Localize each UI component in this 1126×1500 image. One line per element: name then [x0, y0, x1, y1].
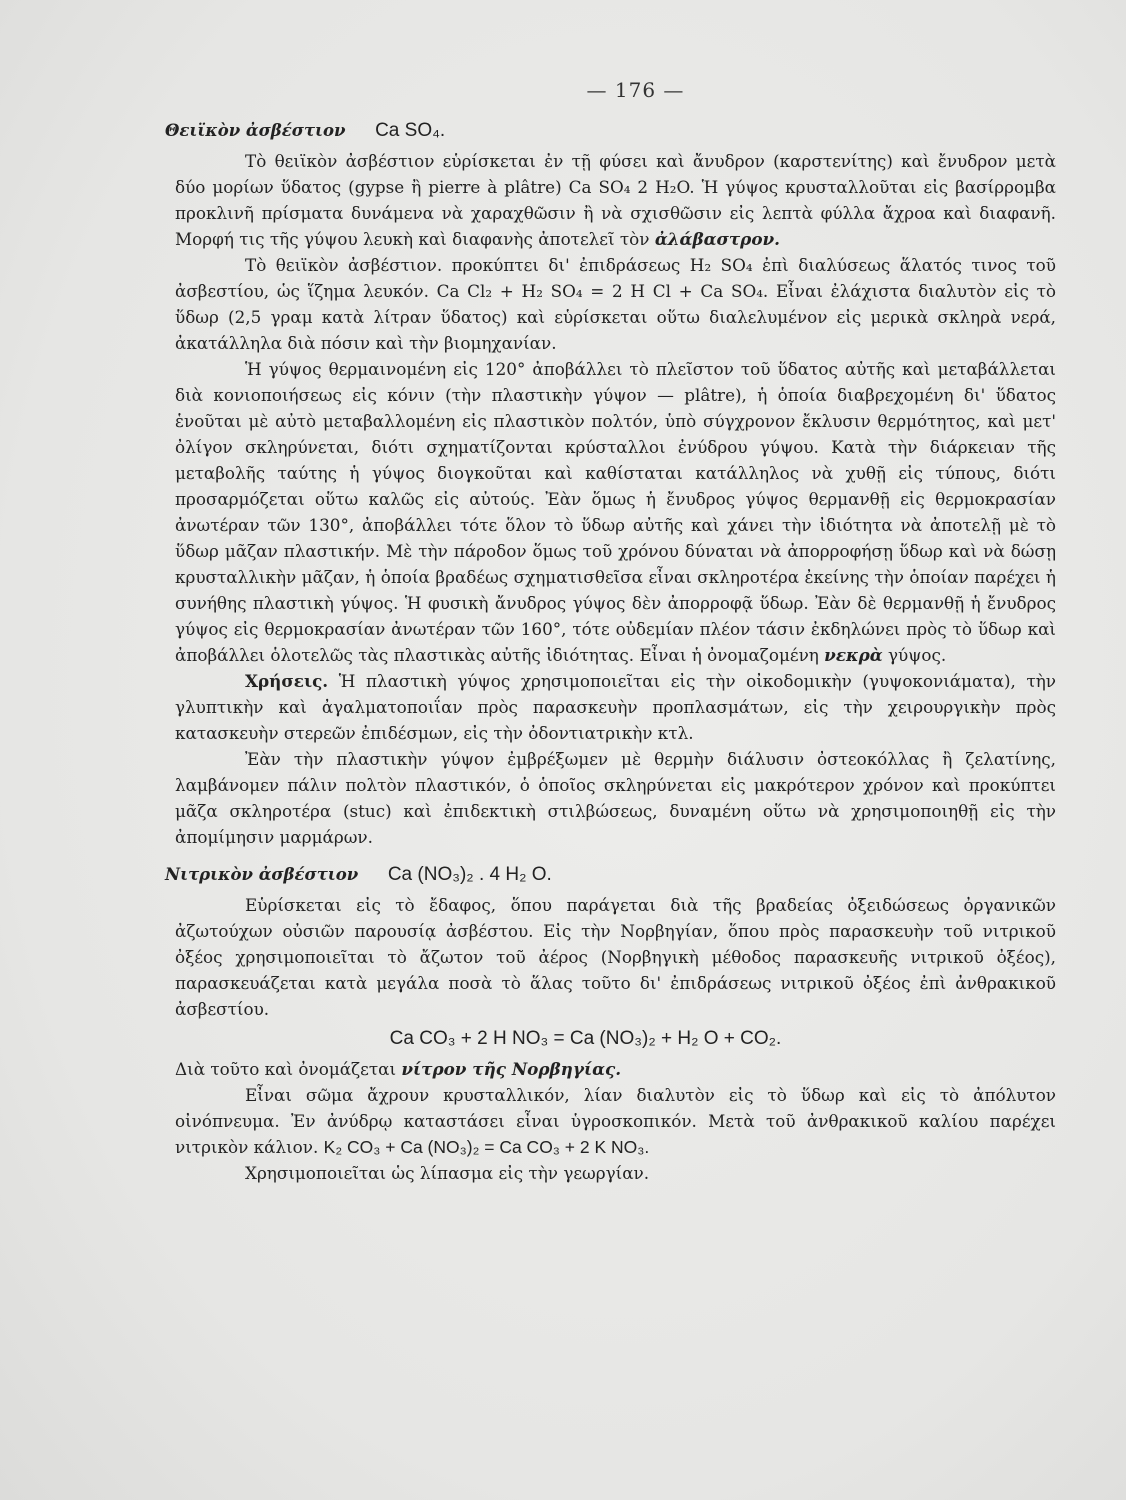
gypsum-uses-text: Ἡ πλαστικὴ γύψος χρησιμοποιεῖται εἰς τὴν οἰκοδομικὴν (γυψοκονιάματα), τὴν γλυπτικὴν καὶ ἀγαλματοποιΐαν πρὸς παρασκευὴν προπλασμάτων, εἰς τὴν χειρουργικὴν πρὸς κατασκευὴν στερεῶν ἐπιδέσμων, εἰς τὴν ὀδοντιατρικὴν κτλ. — [175, 671, 1056, 743]
nitrate-title: Νιτρικὸν ἀσβέστιον — [165, 865, 359, 884]
gypsum-p1-text: Τὸ θειϊκὸν ἀσβέστιον εὑρίσκεται ἐν τῇ φύσει καὶ ἄνυδρον (καρστενίτης) καὶ ἔνυδρον μετὰ δύο μορίων ὕδατος (gypse ἢ pierre à plâtre) Ca SO₄ 2 H₂O. Ἡ γύψος κρυσταλλοῦται εἰς βασίρρομβα προκλινῆ πρίσματα δυνάμενα νὰ χαραχθῶσιν ἢ νὰ σχισθῶσιν εἰς λεπτὰ φύλλα ἄχροα καὶ διαφανῆ. Μορφή τις τῆς γύψου λευκὴ καὶ διαφανὴς ἀποτελεῖ τὸν — [175, 151, 1056, 249]
dead-plaster-term: νεκρὰ — [824, 645, 883, 665]
gypsum-p3-end: γύψος. — [888, 645, 947, 665]
nitrate-paragraph-1: Εὑρίσκεται εἰς τὸ ἔδαφος, ὅπου παράγεται διὰ τῆς βραδείας ὀξειδώσεως ὀργανικῶν ἀζωτούχων οὐσιῶν παρουσίᾳ ἀσβέστου. Εἰς τὴν Νορβηγίαν, ὅπου πρὸς παρασκευὴν τοῦ νιτρικοῦ ὀξέος χρησιμοποιεῖται τὸ ἄζωτον τοῦ ἀέρος (Νορβηγικὴ μέθοδος παρασκευῆς νιτρικοῦ ὀξέος), παρασκευάζεται κατὰ μεγάλα ποσὰ τὸ ἅλας τοῦτο δι' ἐπιδράσεως νιτρικοῦ ὀξέος ἐπὶ ἀνθρακικοῦ ἀσβεστίου. — [175, 895, 1056, 1019]
nitrate-p2-text: Διὰ τοῦτο καὶ ὀνομάζεται — [175, 1059, 397, 1079]
nitrate-equation: Ca CO₃ + 2 H NO₃ = Ca (NO₃)₂ + H₂ O + CO₂. — [389, 1028, 782, 1049]
page-number: — 176 — — [586, 78, 685, 102]
gypsum-paragraph-2: Τὸ θειϊκὸν ἀσβέστιον. προκύπτει δι' ἐπιδράσεως H₂ SO₄ ἐπὶ διαλύσεως ἅλατός τινος τοῦ ἀσβεστίου, ὡς ἵζημα λευκόν. Ca Cl₂ + H₂ SO₄ = 2 H Cl + Ca SO₄. Εἶναι ἐλάχιστα διαλυτὸν εἰς τὸ ὕδωρ (2,5 γραμ κατὰ λίτραν ὕδατος) καὶ εὑρίσκεται οὕτω διαλελυμένον εἰς μερικὰ σκληρὰ νερά, ἀκατάλληλα διὰ πόσιν καὶ τὴν βιομηχανίαν. — [175, 255, 1056, 353]
nitrate-heading — [165, 860, 1056, 890]
gypsum-p3-text: Ἡ γύψος θερμαινομένη εἰς 120° ἀποβάλλει τὸ πλεῖστον τοῦ ὕδατος αὐτῆς καὶ μεταβάλλεται διὰ κονιοποιήσεως εἰς κόνιν (τὴν πλαστικὴν γύψον — plâtre), ἡ ὁποία διαβρεχομένη δι' ὕδατος ἑνοῦται μὲ αὐτὸ μεταβαλλομένη εἰς πλαστικὸν πολτόν, ὑπὸ σύγχρονον ἔκλυσιν θερμότητος, καὶ μετ' ὀλίγον σκληρύνεται, διότι σχηματίζονται κρύσταλλοι ἐνύδρου γύψου. Κατὰ τὴν διάρκειαν τῆς μεταβολῆς ταύτης ἡ γύψος διογκοῦται καὶ καθίσταται κατάλληλος νὰ χυθῇ εἰς τύπους, διότι προσαρμόζεται οὕτω καλῶς εἰς αὐτούς. Ἐὰν ὅμως ἡ ἔνυδρος γύψος θερμανθῇ εἰς θερμοκρασίαν ἀνωτέραν τῶν 130°, ἀποβάλλει τότε ὅλον τὸ ὕδωρ αὐτῆς καὶ χάνει τὴν ἰδιότητα νὰ ἀποτελῇ μὲ τὸ ὕδωρ μᾶζαν πλαστικήν. Μὲ τὴν πάροδον ὅμως τοῦ χρόνου δύναται νὰ ἀπορροφήσῃ ὕδωρ καὶ νὰ δώσῃ κρυσταλλικὴν μᾶζαν, ἡ ὁποία βραδέως σχηματισθεῖσα εἶναι σκληροτέρα ἐκείνης τὴν ὁποίαν παρέχει ἡ συνήθης πλαστικὴ γύψος. Ἡ φυσικὴ ἄνυδρος γύψος δὲν ἀπορροφᾷ ὕδωρ. Ἐὰν δὲ θερμανθῇ ἡ ἔνυδρος γύψος εἰς θερμοκρασίαν ἀνωτέραν τῶν 160°, τότε οὐδεμίαν πλέον τάσιν ἐκδηλώνει πρὸς τὸ ὕδωρ καὶ ἀποβάλλει ὁλοτελῶς τὰς πλαστικὰς αὐτῆς ἰδιότητας. Εἶναι ἡ ὀνομαζομένη — [175, 359, 1056, 665]
gypsum-paragraph-3 — [175, 356, 1056, 668]
alabaster-term: ἀλάβαστρον. — [654, 229, 780, 249]
potassium-reaction: K₂ CO₃ + Ca (NO₃)₂ = Ca CO₃ + 2 K NO₃. — [323, 1137, 650, 1157]
gypsum-paragraph-1 — [175, 148, 1056, 252]
gypsum-heading — [165, 116, 1056, 146]
gypsum-uses-paragraph — [175, 668, 1056, 746]
gypsum-paragraph-5: Ἐὰν τὴν πλαστικὴν γύψον ἐμβρέξωμεν μὲ θερμὴν διάλυσιν ὀστεοκόλλας ἢ ζελατίνης, λαμβάνομεν πάλιν πολτὸν πλαστικόν, ὁ ὁποῖος σκληρύνεται εἰς μακρότερον χρόνον καὶ προκύπτει μᾶζα σκληροτέρα (stuc) καὶ ἐπιδεκτικὴ στιλβώσεως, δυναμένη οὕτω νὰ χρησιμοποιηθῇ εἰς τὴν ἀπομίμησιν μαρμάρων. — [175, 749, 1056, 847]
nitrate-formula: Ca (NO₃)₂ . 4 H₂ O. — [387, 864, 552, 885]
gypsum-title: Θειϊκὸν ἀσβέστιον — [165, 121, 346, 140]
nitrate-paragraph-4: Χρησιμοποιεῖται ὡς λίπασμα εἰς τὴν γεωργίαν. — [245, 1163, 650, 1183]
nitrate-paragraph-3 — [175, 1082, 1056, 1160]
nitrate-p3-text: Εἶναι σῶμα ἄχρουν κρυσταλλικόν, λίαν διαλυτὸν εἰς τὸ ὕδωρ καὶ εἰς τὸ ἀπόλυτον οἰνόπνευμα. Ἐν ἀνύδρῳ καταστάσει εἶναι ὑγροσκοπικόν. Μετὰ τοῦ ἀνθρακικοῦ καλίου παρέχει νιτρικὸν κάλιον. — [175, 1085, 1056, 1157]
nitrate-paragraph-2 — [175, 1056, 1056, 1082]
gypsum-formula: Ca SO₄. — [375, 120, 446, 141]
uses-label: Χρήσεις. — [245, 671, 329, 691]
norway-saltpeter-term: νίτρον τῆς Νορβηγίας. — [401, 1059, 622, 1079]
